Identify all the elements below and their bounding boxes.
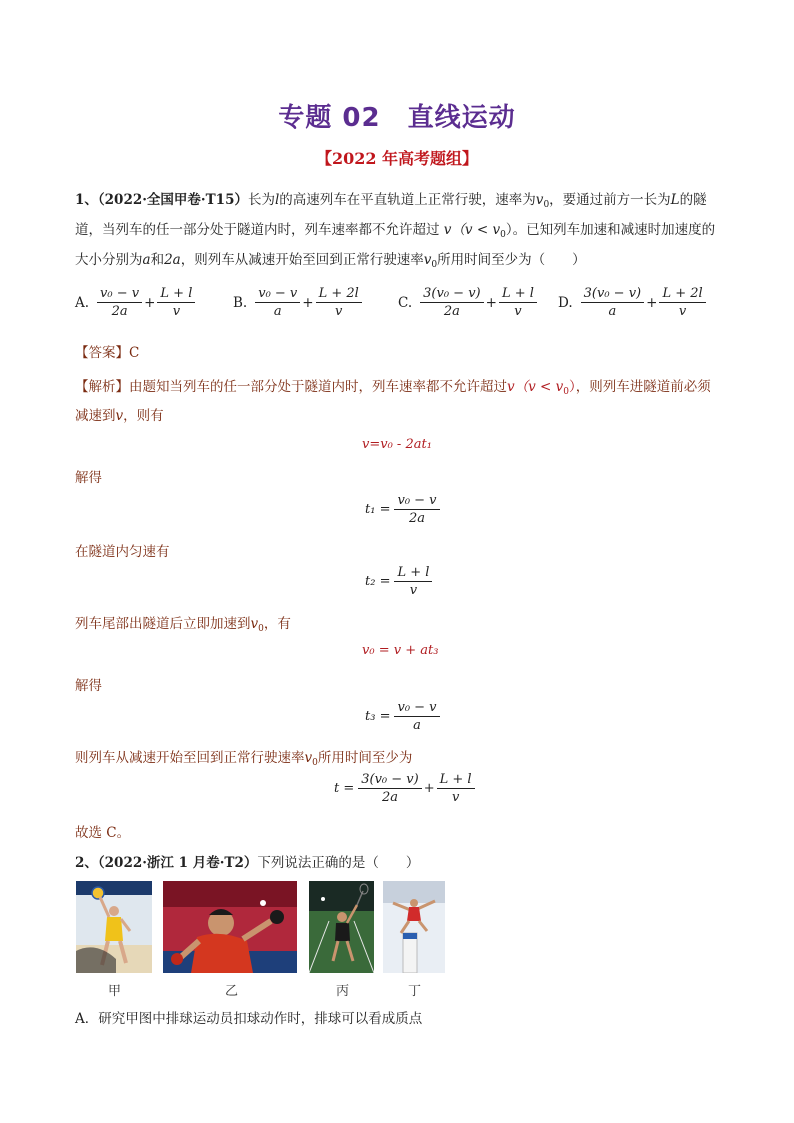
- analysis-tag: 【解析】: [75, 379, 129, 395]
- plus-sign: +: [302, 294, 314, 311]
- analysis-text: 则列车从减速开始至回到正常行驶速率: [75, 750, 305, 766]
- fraction: $\frac{L + 2l}{v}$: [659, 286, 705, 319]
- analysis-text: 列车尾部出隧道后立即加速到: [75, 616, 251, 632]
- q1-text: 道，当列车的任一部分处于隧道内时，列车速率都不允许超过: [75, 222, 440, 238]
- option-a[interactable]: [75, 286, 195, 319]
- jie-de-1: 解得: [75, 470, 102, 486]
- equation-2: t₁ = $\frac{\text{v₀ − v}}{2a}$: [365, 493, 440, 526]
- uniform-text: 在隧道内匀速有: [75, 544, 170, 560]
- volleyball-photo: [76, 881, 152, 973]
- badminton-photo: [309, 881, 374, 973]
- q2-line-1: [75, 851, 419, 871]
- q1-text: 长为: [247, 192, 275, 208]
- option-label: A.: [75, 294, 90, 311]
- subscript: 0: [543, 200, 550, 210]
- subscript: 0: [563, 387, 570, 397]
- var-l: l: [274, 192, 280, 208]
- fraction: $\frac{L + l}{v}$: [157, 286, 195, 319]
- fraction: $\frac{L + 2l}{v}$: [316, 286, 362, 319]
- equation-1: v=v₀ - 2at₁: [362, 437, 432, 452]
- var-v: v: [443, 222, 452, 238]
- subscript: 0: [312, 758, 318, 768]
- conclusion: 故选 C。: [75, 825, 131, 841]
- subscript: 0: [500, 230, 506, 240]
- q1-source: （2022·全国甲卷·T15）: [97, 192, 248, 208]
- q1-text: ）。已知列车加速和减速时加速度的: [505, 222, 716, 238]
- analysis-text: ，则有: [123, 408, 164, 424]
- q1-text: 的隧: [679, 192, 707, 208]
- plus-sign: +: [485, 294, 497, 311]
- option-label: C.: [398, 294, 413, 311]
- analysis-text: 由题知当列车的任一部分处于隧道内时，列车速率都不允许超过: [129, 379, 507, 395]
- equation-6: t = $\frac{\text{3(v₀ − v)}}{2a}$ + $\frac{L + l}{v}$: [334, 772, 475, 805]
- q1-line-1: [75, 188, 707, 210]
- fraction: $\frac{\text{3(v₀ − v)}}{a}$: [581, 286, 644, 319]
- plus-sign: +: [144, 294, 156, 311]
- caption-bing: 丙: [336, 984, 350, 999]
- var-L: L: [670, 192, 680, 208]
- fraction: $\frac{\text{3(v₀ − v)}}{2a}$: [420, 286, 483, 319]
- q1-text: ，则列车从减速开始至回到正常行驶速率: [180, 252, 424, 268]
- page-title: 专题 02 直线运动: [278, 103, 516, 133]
- answer: 【答案】C: [75, 345, 140, 361]
- q1-text: 的高速列车在平直轨道上正常行驶，速率为: [279, 192, 536, 208]
- subscript: 0: [258, 624, 264, 634]
- q1-number: 1、: [75, 192, 98, 208]
- plus-sign: +: [646, 294, 658, 311]
- q2-number: 2、: [75, 855, 98, 871]
- q2-option-a[interactable]: A．研究甲图中排球运动员扣球动作时，排球可以看成质点: [75, 1011, 423, 1027]
- var-v: v: [507, 379, 515, 395]
- q1-text: 所用时间至少为（ ）: [437, 252, 586, 268]
- analysis-text: ，有: [263, 616, 291, 632]
- var-v: v: [115, 408, 124, 424]
- q1-text: 大小分别为: [75, 252, 143, 268]
- q1-line-2: [75, 218, 715, 240]
- analysis-text: 减速到: [75, 408, 116, 424]
- jie-de-2: 解得: [75, 678, 102, 694]
- table-tennis-photo: [163, 881, 297, 973]
- option-d[interactable]: [558, 286, 706, 319]
- q1-line-3: [75, 248, 586, 270]
- equation-5: t₃ = $\frac{\text{v₀ − v}}{a}$: [365, 700, 440, 733]
- condition: （v < v: [451, 222, 501, 238]
- analysis-line-2: [75, 404, 164, 424]
- var-a: a: [142, 252, 151, 268]
- q1-text: 和: [150, 252, 165, 268]
- var-v0: v: [423, 252, 432, 268]
- total-text: [75, 746, 412, 768]
- analysis-text: 所用时间至少为: [317, 750, 413, 766]
- option-c[interactable]: [398, 286, 537, 319]
- caption-jia: 甲: [108, 984, 122, 999]
- var-v0: v: [250, 616, 259, 632]
- fraction: $\frac{\text{v₀ − v}}{2a}$: [97, 286, 142, 319]
- q2-source: （2022·浙江 1 月卷·T2）: [97, 855, 258, 871]
- equation-4: v₀ = v + at₃: [362, 643, 439, 658]
- var-2a: 2a: [164, 252, 181, 268]
- q2-text: 下列说法正确的是（ ）: [257, 855, 420, 871]
- caption-yi: 乙: [225, 984, 239, 999]
- option-label: B.: [233, 294, 248, 311]
- equation-3: t₂ = $\frac{L + l}{v}$: [365, 565, 432, 598]
- analysis-line-1: 【解析】由题知当列车的任一部分处于隧道内时，列车速率都不允许超过$v(v < v_0)$，则列车进隧道前必须: [75, 379, 711, 397]
- condition: （v < v: [514, 379, 564, 395]
- subscript: 0: [431, 260, 438, 270]
- var-v0: v: [535, 192, 544, 208]
- q1-text: ，要通过前方一长为: [549, 192, 671, 208]
- tail-text: [75, 612, 291, 634]
- option-b[interactable]: [233, 286, 362, 319]
- caption-ding: 丁: [408, 984, 422, 999]
- section-subtitle: 【2022 年高考题组】: [315, 149, 479, 168]
- analysis-text: ，则列车进隧道前必须: [575, 379, 711, 395]
- var-v0: v: [304, 750, 313, 766]
- option-label: D.: [558, 294, 573, 311]
- fraction: $\frac{\text{v₀ − v}}{a}$: [255, 286, 300, 319]
- gymnastics-photo: [383, 881, 445, 973]
- fraction: $\frac{L + l}{v}$: [499, 286, 537, 319]
